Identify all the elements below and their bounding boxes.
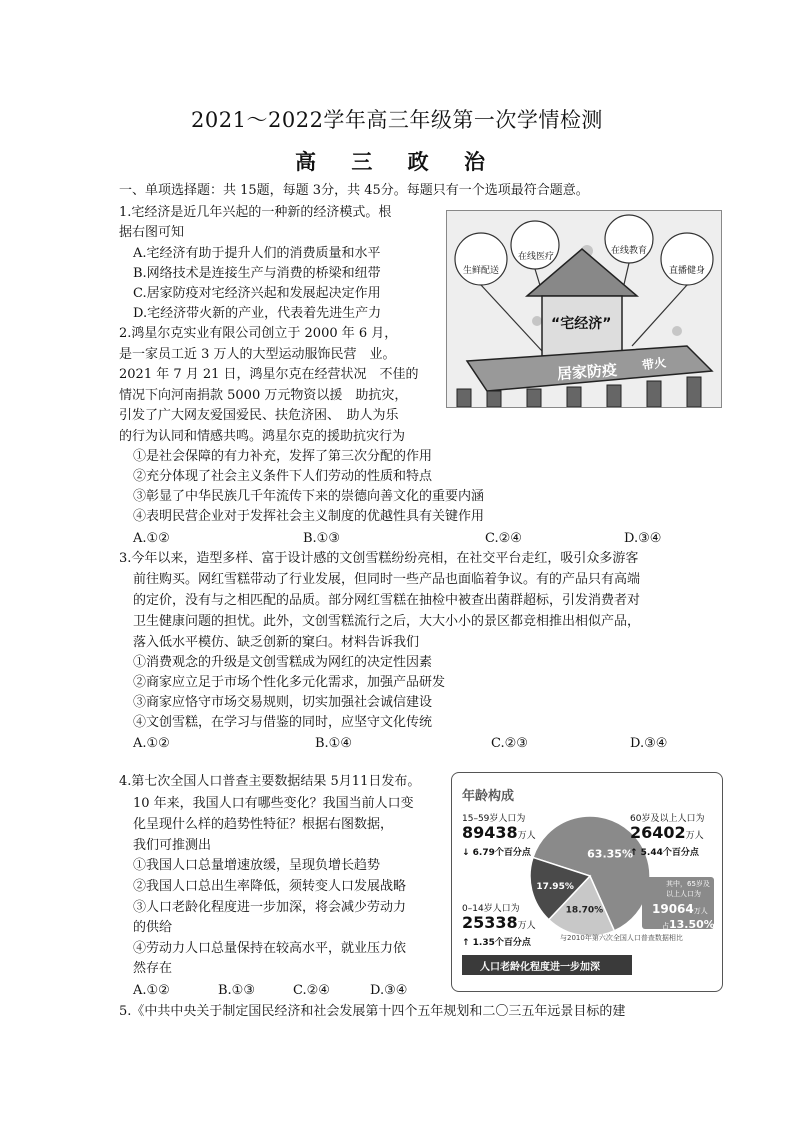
sign-label: 在线教育: [611, 246, 648, 256]
population-number: 89438: [462, 823, 518, 842]
q2-stem-line: 引发了广大网友爱国爱民、扶危济困、 助人为乐: [119, 408, 399, 423]
q4-item: ③人口老龄化程度进一步加深，将会减少劳动力: [133, 900, 407, 915]
q1-stem-line: 1.宅经济是近几年兴起的一种新的经济模式。根: [119, 205, 392, 220]
q3-stem-line: 3.今年以来，造型多样、富于设计感的文创雪糕纷纷亮相，在社交平台走红，吸引众多游客: [119, 551, 639, 566]
change-label: ↓ 6.79个百分点: [462, 848, 531, 858]
population-value: [462, 823, 536, 842]
banner-text: 居家防疫: [556, 360, 618, 384]
q3-choice-c: C.②③: [491, 736, 528, 751]
q3-stem-line: 落入低水平模仿、缺乏创新的窠臼。材料告诉我们: [133, 635, 420, 650]
population-unit: 万人: [517, 831, 536, 841]
pie-slice-label: 18.70%: [565, 905, 604, 916]
change-label: ↑ 5.44个百分点: [630, 848, 699, 858]
q2-stem-line: 2021 年 7 月 21 日，鸿星尔克在经营状况 不佳的: [119, 367, 419, 382]
q2-item: ②充分体现了社会主义条件下人们劳动的性质和特点: [133, 469, 433, 484]
q2-item: ④表明民营企业对于发挥社会主义制度的优越性具有关键作用: [133, 509, 485, 524]
q3-stem-line: 的定价，没有与之相匹配的品质。部分网红雪糕在抽检中被查出菌群超标，引发消费者对: [133, 593, 641, 608]
q4-stem-line: 化呈现什么样的趋势性特征？根据右图数据，: [133, 817, 394, 832]
banner-suffix: 带火: [641, 355, 667, 373]
sub-note-unit: 万人: [693, 907, 708, 915]
page-title: 2021～2022学年高三年级第一次学情检测: [191, 108, 603, 132]
sign-label: 在线医疗: [518, 252, 555, 262]
q4-item: ②我国人口总出生率降低，须转变人口发展战略: [133, 879, 407, 894]
q4-stem-line: 10 年来，我国人口有哪些变化？我国当前人口变: [133, 796, 414, 811]
footer-banner-text: 人口老龄化程度进一步加深: [480, 962, 600, 973]
page-subtitle: 高 三 政 治: [295, 149, 499, 174]
q3-stem-line: 前往购买。网红雪糕带动了行业发展，但同时一些产品也面临着争议。有的产品只有高端: [133, 572, 641, 587]
q3-item: ②商家应立足于市场个性化多元化需求，加强产品研发: [133, 675, 446, 690]
q2-choice-a: A.①②: [133, 531, 170, 546]
category-label: 15–59岁人口为: [462, 814, 526, 824]
q2-choice-b: B.①③: [303, 531, 340, 546]
q2-stem-line: 的行为认同和情感共鸣。鸿星尔克的援助抗灾行为: [119, 429, 406, 444]
q2-choice-c: C.②④: [485, 531, 522, 546]
q5-stem-line: 5.《中共中央关于制定国民经济和社会发展第十四个五年规划和二〇三五年远景目标的建: [119, 1004, 626, 1019]
q2-stem-line: 情况下向河南捐款 5000 万元物资以援 助抗灾，: [119, 388, 408, 403]
pie-slice-label: 63.35%: [587, 847, 633, 861]
q3-item: ④文创雪糕，在学习与借鉴的同时，应坚守文化传统: [133, 715, 433, 730]
q2-choice-d: D.③④: [624, 531, 662, 546]
sign-label: 生鲜配送: [463, 266, 500, 276]
stay-at-home-economy-illustration: [446, 210, 722, 408]
q1-option-a: A.宅经济有助于提升人们的消费质量和水平: [133, 246, 381, 261]
population-number: 26402: [630, 823, 686, 842]
q2-stem-line: 2.鸿星尔克实业有限公司创立于 2000 年 6 月，: [119, 326, 398, 341]
sign-label: 直播健身: [669, 266, 706, 276]
age-structure-chart: [451, 772, 723, 992]
population-unit: 万人: [685, 831, 704, 841]
q2-item: ③彰显了中华民族几千年流传下来的崇德向善文化的重要内涵: [133, 489, 485, 504]
category-label: 0–14岁人口为: [462, 904, 520, 914]
population-number: 25338: [462, 913, 518, 932]
q4-stem-line: 我们可推测出: [133, 838, 212, 853]
sub-note-line: 其中，65岁及: [666, 880, 710, 888]
pie-slice-label: 17.95%: [536, 881, 574, 892]
q3-choice-d: D.③④: [630, 736, 668, 751]
q2-stem-line: 是一家员工近 3 万人的大型运动服饰民营 业。: [119, 347, 396, 362]
q4-choice-b: B.①③: [218, 983, 255, 998]
q3-item: ①消费观念的升级是文创雪糕成为网红的决定性因素: [133, 655, 433, 670]
sub-note-number: 19064: [652, 902, 694, 916]
section-heading: 一、单项选择题：共 15题，每题 3分，共 45分。每题只有一个选项最符合题意。: [119, 183, 589, 198]
chart-title: 年龄构成: [462, 789, 515, 804]
q1-stem-line: 据右图可知: [119, 225, 185, 240]
q4-item-cont: 的供给: [133, 920, 173, 935]
q4-item-cont: 然存在: [133, 961, 173, 976]
q3-stem-line: 卫生健康问题的担忧。此外，文创雪糕流行之后，大大小小的景区都竞相推出相似产品，: [133, 614, 641, 629]
sub-note-percent: 13.50%: [669, 918, 715, 931]
change-label: ↑ 1.35个百分点: [462, 938, 531, 948]
q4-choice-a: A.①②: [133, 983, 170, 998]
sub-note-prefix: 占: [662, 922, 669, 930]
q3-choice-b: B.①④: [315, 736, 352, 751]
population-value: [630, 823, 704, 842]
q4-item: ①我国人口总量增速放缓，呈现负增长趋势: [133, 858, 381, 873]
q3-item: ③商家应恪守市场交易规则，切实加强社会诚信建设: [133, 695, 433, 710]
q2-item: ①是社会保障的有力补充，发挥了第三次分配的作用: [133, 449, 433, 464]
q4-choice-d: D.③④: [370, 983, 408, 998]
population-value: [462, 913, 536, 932]
q4-item: ④劳动力人口总量保持在较高水平，就业压力依: [133, 941, 407, 956]
q1-option-b: B.网络技术是连接生产与消费的桥梁和纽带: [133, 266, 381, 281]
q4-stem-line: 4.第七次全国人口普查主要数据结果 5月11日发布。: [119, 774, 421, 789]
q1-option-d: D.宅经济带火新的产业，代表着先进生产力: [133, 306, 382, 321]
comparison-note: 与2010年第六次全国人口普查数据相比: [560, 934, 683, 942]
population-unit: 万人: [517, 921, 536, 931]
sub-note-line: 以上人口为: [666, 890, 701, 898]
category-label: 60岁及以上人口为: [630, 814, 705, 824]
sub-note-share: [662, 913, 715, 932]
q3-choice-a: A.①②: [133, 736, 170, 751]
house-label: “宅经济”: [551, 316, 612, 332]
q1-option-c: C.居家防疫对宅经济兴起和发展起决定作用: [133, 286, 381, 301]
q4-choice-c: C.②④: [293, 983, 330, 998]
